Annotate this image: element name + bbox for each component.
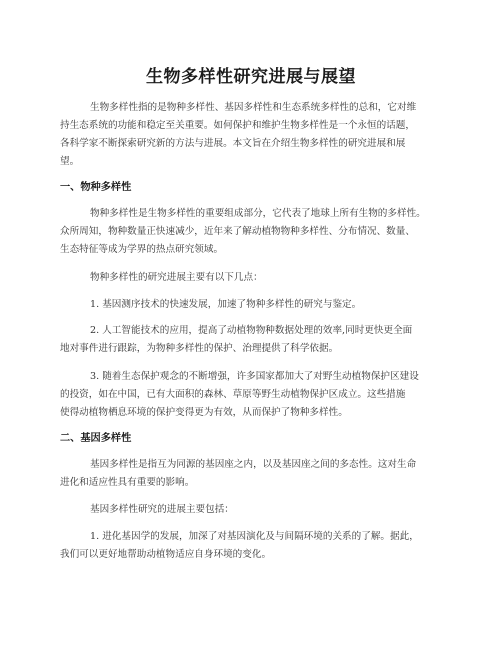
intro-line: 持生态系统的功能和稳定至关重要。如何保护和维护生物多样性是一个永恒的话题， <box>60 120 415 131</box>
paragraph-line: 物种多样性是生物多样性的重要组成部分，它代表了地球上所有生物的多样性。 <box>90 208 426 219</box>
paragraph-line: 基因多样性研究的进展主要包括： <box>90 504 234 515</box>
paragraph-line: 物种多样性的研究进展主要有以下几点： <box>90 272 263 283</box>
paragraph-line: 众所周知，物种数量正快速减少，近年来了解动植物物种多样性、分布情况、数量、 <box>60 226 415 237</box>
list-item: 2. 人工智能技术的应用，提高了动植物物种数据处理的效率,同时更快更全面 <box>90 325 413 336</box>
list-item: 1. 进化基因学的发展，加深了对基因演化及与间隔环境的关系的了解。据此， <box>90 531 419 542</box>
list-item: 3. 随着生态保护观念的不断增强，许多国家都加大了对野生动植物保护区建设 <box>90 371 419 382</box>
paragraph-line: 基因多样性是指互为同源的基因座之内，以及基因座之间的多态性。这对生命 <box>90 459 417 470</box>
paragraph-line: 生态特征等成为学界的热点研究领域。 <box>60 244 224 255</box>
intro-line: 望。 <box>60 156 80 167</box>
page-title: 生物多样性研究进展与展望 <box>146 67 356 87</box>
intro-line: 生物多样性指的是物种多样性、基因多样性和生态系统多样性的总和，它对维 <box>90 102 417 113</box>
section-heading-species: 一、物种多样性 <box>60 182 132 193</box>
list-item-continuation: 使得动植物栖息环境的保护变得更为有效，从而保护了物种多样性。 <box>60 407 348 418</box>
intro-line: 各科学家不断探索研究新的方法与进展。本文旨在介绍生物多样性的研究进展和展 <box>60 138 406 149</box>
list-item-continuation: 的投资，如在中国，已有大面积的森林、草原等野生动植物保护区成立。这些措施 <box>60 389 406 400</box>
list-item-continuation: 我们可以更好地帮助动植物适应自身环境的变化。 <box>60 549 272 560</box>
section-heading-genetic: 二、基因多样性 <box>60 433 132 444</box>
list-item: 1. 基因测序技术的快速发展，加速了物种多样性的研究与鉴定。 <box>90 299 362 310</box>
paragraph-line: 进化和适应性具有重要的影响。 <box>60 477 195 488</box>
list-item-continuation: 地对事件进行跟踪，为物种多样性的保护、治理提供了科学依据。 <box>60 343 339 354</box>
